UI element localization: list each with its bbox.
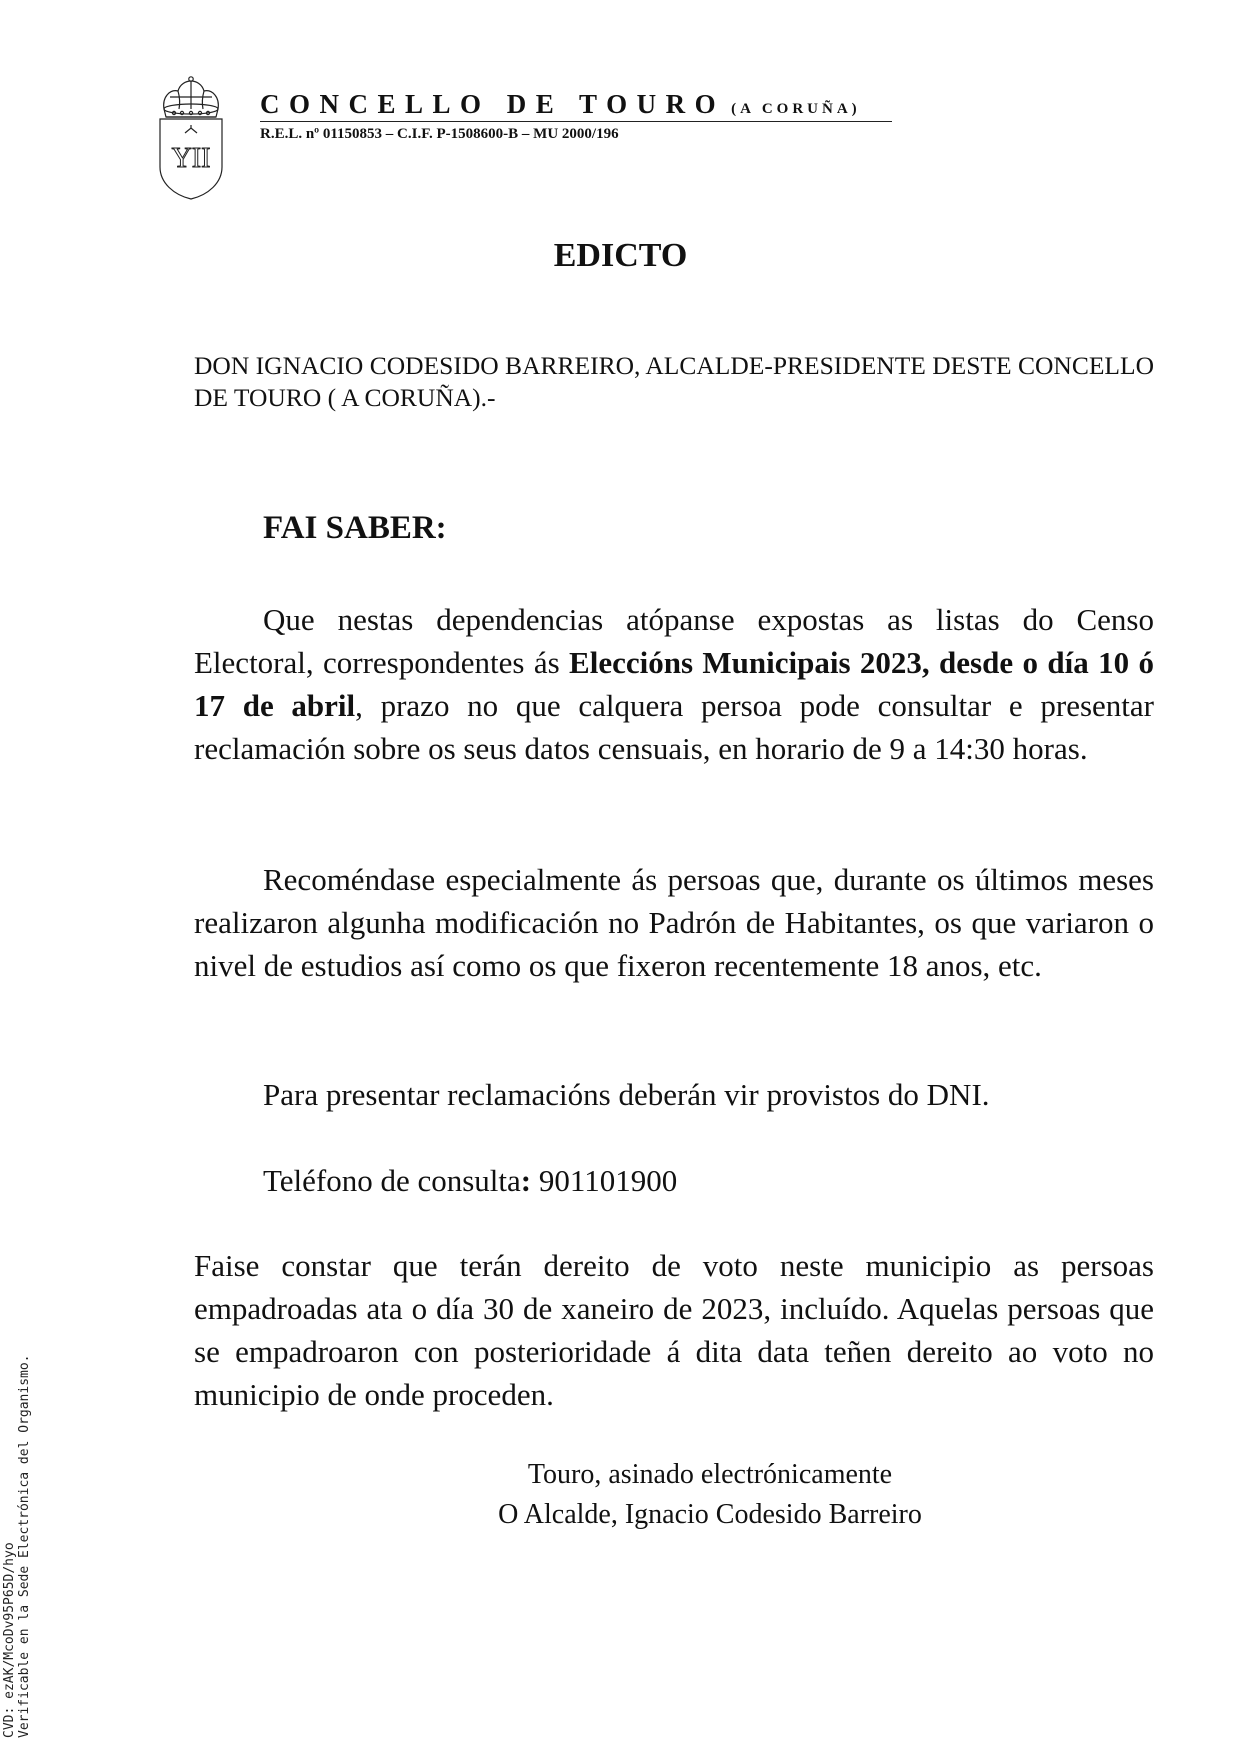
- organization-title: [260, 89, 892, 122]
- letterhead: [156, 75, 896, 205]
- signature-block: [0, 1455, 1241, 1535]
- cvd-code: CVD: ezAK/McoDv95P65D/hyo: [2, 1542, 17, 1738]
- verification-side-note: [2, 1354, 32, 1738]
- phone-colon: :: [520, 1163, 532, 1198]
- province-label: (A CORUÑA): [731, 101, 861, 117]
- dni-requirement-paragraph: Para presentar reclamacións deberán vir provistos do DNI.: [263, 1077, 990, 1112]
- announcement-heading: FAI SABER:: [263, 510, 447, 546]
- organization-name: CONCELLO DE TOURO: [260, 89, 726, 119]
- census-text-start: Que nestas dependencias atópanse expostas as listas do Censo Electoral, correspondentes ás: [194, 602, 1154, 680]
- signature-place: Touro, asinado electrónicamente: [527, 1459, 893, 1490]
- svg-text:YII: YII: [171, 143, 211, 174]
- phone-paragraph: [194, 1159, 1154, 1202]
- registry-identifiers: R.E.L. nº 01150853 – C.I.F. P-1508600-B – MU 2000/196: [260, 126, 619, 142]
- phone-number: 901101900: [531, 1163, 678, 1198]
- mayor-introduction: DON IGNACIO CODESIDO BARREIRO, ALCALDE-PRESIDENTE DESTE CONCELLO DE TOURO ( A CORUÑA).-: [194, 351, 1154, 412]
- recommendation-paragraph: Recoméndase especialmente ás persoas que, durante os últimos meses realizaron algunha modificación no Padrón de Habitantes, os que variaron o nivel de estudios así como os que fixeron recentemente 18 anos, etc.: [194, 862, 1154, 983]
- census-paragraph: [194, 598, 1154, 770]
- document-title: EDICTO: [553, 237, 688, 274]
- census-text-end: , prazo no que calquera persoa pode consultar e presentar reclamación sobre os seus datos censuais, en horario de 9 a 14:30 horas.: [194, 688, 1154, 766]
- verification-text: Verificable en la Sede Electrónica del Organismo.: [17, 1354, 32, 1738]
- municipal-crest-logo: [156, 75, 226, 200]
- signature-signer: O Alcalde, Ignacio Codesido Barreiro: [498, 1499, 922, 1530]
- voting-rights-paragraph: Faise constar que terán dereito de voto neste municipio as persoas empadroadas ata o día 30 de xaneiro de 2023, incluído. Aquelas persoas que se empadroaron con posterioridade á dita data teñen dereito ao voto no municipio de onde proceden.: [194, 1248, 1154, 1412]
- phone-label: Teléfono de consulta: [263, 1163, 521, 1198]
- election-dates: Eleccións Municipais 2023, desde o día 10 ó 17 de abril: [194, 645, 1155, 723]
